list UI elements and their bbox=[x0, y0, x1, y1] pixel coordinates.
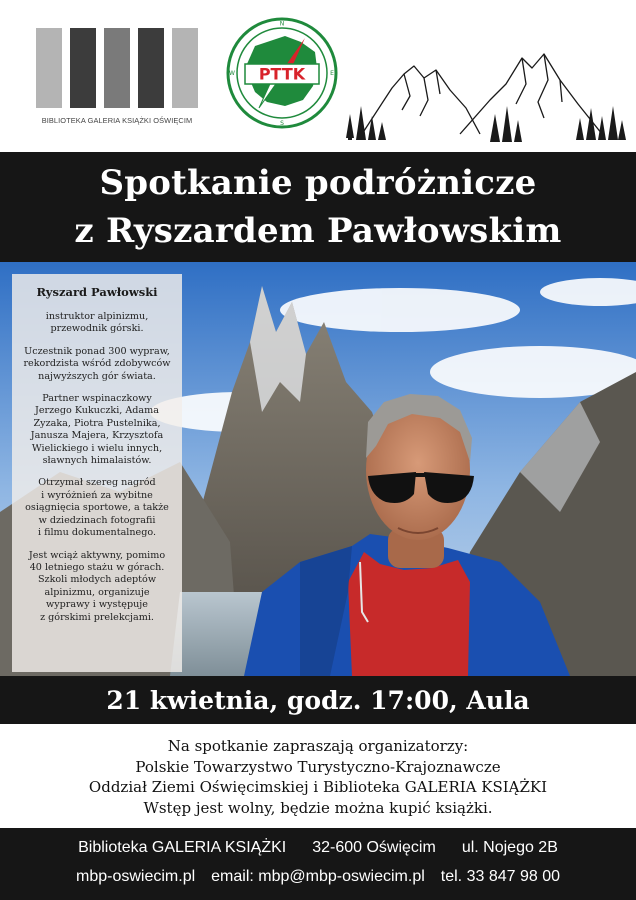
bio-line: wyprawy i występuje bbox=[46, 599, 148, 611]
event-date-time-place: 21 kwietnia, godz. 17:00, Aula bbox=[106, 685, 530, 715]
library-logo-bars bbox=[36, 28, 198, 108]
library-logo bbox=[36, 28, 198, 132]
library-logo-text: BIBLIOTEKA GALERIA KSIĄŻKI OŚWIĘCIM bbox=[41, 116, 193, 125]
footer-phone: tel. 33 847 98 00 bbox=[440, 868, 560, 885]
footer-street: ul. Nojego 2B bbox=[461, 839, 558, 856]
compass-letter-n: N bbox=[279, 20, 285, 28]
bio-line: Jerzego Kukuczki, Adama bbox=[35, 405, 159, 417]
bio-name: Ryszard Pawłowski bbox=[36, 285, 158, 299]
tree-icon bbox=[618, 120, 626, 140]
organizer-branch-and-library: Oddział Ziemi Oświęcimskiej i Biblioteka GALERIA KSIĄŻKI bbox=[88, 778, 548, 796]
tree-icon bbox=[368, 116, 376, 140]
bio-line: rekordzista wśród zdobywców bbox=[23, 358, 171, 370]
tree-icon bbox=[576, 118, 584, 140]
bio-line: 40 letniego stażu w górach. bbox=[29, 561, 165, 573]
library-logo-bar bbox=[172, 28, 198, 108]
compass-letter-w: W bbox=[229, 70, 235, 77]
contact-footer bbox=[0, 828, 636, 900]
tree-icon bbox=[502, 106, 512, 142]
bio-line: Wielickiego i wielu innych, bbox=[31, 442, 163, 454]
mountains-sketch-icon bbox=[340, 44, 630, 148]
poster-header bbox=[0, 0, 636, 152]
mountain-ridges-right bbox=[516, 54, 562, 118]
organizers-section bbox=[0, 724, 636, 828]
bio-line: instruktor alpinizmu, bbox=[45, 311, 149, 322]
tree-icon bbox=[346, 114, 354, 140]
red-shirt bbox=[348, 552, 470, 676]
bio-line: i wyróżnień za wybitne bbox=[41, 489, 153, 501]
library-logo-bar bbox=[104, 28, 130, 108]
bio-line: Janusza Majera, Krzysztofa bbox=[30, 430, 164, 442]
footer-library-name: Biblioteka GALERIA KSIĄŻKI bbox=[78, 839, 287, 856]
pttk-logo bbox=[225, 16, 339, 130]
tree-icon bbox=[514, 120, 522, 142]
bio-line: w dziedzinach fotografii bbox=[38, 514, 156, 526]
bio-line: osiągnięcia sportowe, a także bbox=[25, 502, 169, 514]
footer-postal-code: 32-600 Oświęcim bbox=[312, 839, 436, 856]
bio-line: najwyższych gór świata. bbox=[38, 370, 156, 382]
library-logo-bar bbox=[138, 28, 164, 108]
bio-panel bbox=[12, 274, 182, 672]
mountain-outline-left bbox=[362, 66, 480, 134]
bio-line: sławnych himalaistów. bbox=[42, 455, 152, 467]
bio-line: alpinizmu, organizuje bbox=[44, 586, 150, 598]
bio-paragraph bbox=[18, 477, 176, 539]
tree-icon bbox=[598, 116, 606, 140]
bio-line: z górskimi prelekcjami. bbox=[40, 611, 154, 623]
photo-section bbox=[0, 262, 636, 676]
bio-paragraph bbox=[18, 550, 176, 624]
bio-line: Otrzymał szereg nagród bbox=[38, 477, 156, 489]
admission-note: Wstęp jest wolny, będzie można kupić książki. bbox=[143, 798, 493, 817]
bio-line: Partner wspinaczkowy bbox=[42, 393, 152, 405]
pttk-logo-text: PTTK bbox=[258, 64, 306, 84]
bio-line: Jest wciąż aktywny, pomimo bbox=[28, 549, 166, 561]
bio-line: i filmu dokumentalnego. bbox=[37, 527, 157, 539]
organizer-pttk: Polskie Towarzystwo Turystyczno-Krajoznawcze bbox=[135, 757, 501, 776]
bio-line: przewodnik górski. bbox=[50, 323, 144, 335]
poster-title-line-2: z Ryszardem Pawłowskim bbox=[74, 211, 562, 251]
bio-paragraph bbox=[18, 346, 176, 383]
bio-paragraph bbox=[18, 311, 176, 336]
footer-website: mbp-oswiecim.pl bbox=[76, 868, 196, 885]
compass-letter-e: E bbox=[330, 70, 334, 77]
bio-paragraphs bbox=[18, 311, 176, 624]
title-band bbox=[0, 152, 636, 262]
library-logo-bar bbox=[70, 28, 96, 108]
bio-paragraph bbox=[18, 393, 176, 467]
bio-line: Uczestnik ponad 300 wypraw, bbox=[24, 345, 170, 357]
footer-contact-row bbox=[0, 868, 636, 892]
organizers-intro: Na spotkanie zapraszają organizatorzy: bbox=[167, 737, 469, 755]
tree-icon bbox=[490, 114, 500, 142]
bio-line: Szkoli młodych adeptów bbox=[37, 574, 157, 586]
tree-icon bbox=[356, 106, 366, 140]
tree-icon bbox=[378, 122, 386, 140]
date-band bbox=[0, 676, 636, 724]
footer-email: email: mbp@mbp-oswiecim.pl bbox=[211, 868, 425, 885]
mountain-ridges-left bbox=[402, 70, 440, 116]
tree-icon bbox=[608, 106, 618, 140]
library-logo-bar bbox=[36, 28, 62, 108]
compass-letter-s: S bbox=[280, 120, 284, 127]
poster-title-line-1: Spotkanie podróżnicze bbox=[99, 163, 537, 203]
bio-line: Zyzaka, Piotra Pustelnika, bbox=[33, 417, 161, 429]
footer-address-row bbox=[0, 839, 636, 863]
